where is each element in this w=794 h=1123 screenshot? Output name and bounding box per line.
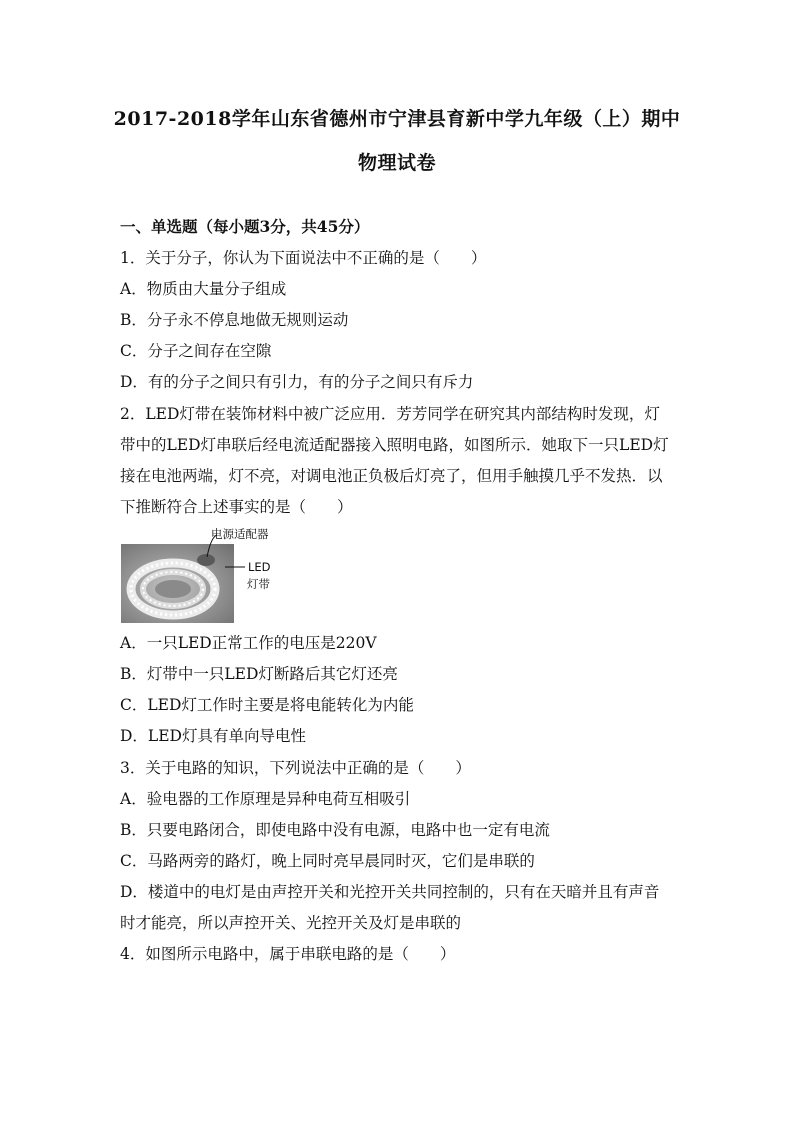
figure-callout-lines (121, 527, 281, 623)
question-3-option-c: C．马路两旁的路灯，晚上同时亮早晨同时灭，它们是串联的 (120, 852, 535, 870)
question-3-option-a: A．验电器的工作原理是异种电荷互相吸引 (120, 790, 411, 808)
question-1-option-d: D．有的分子之间只有引力，有的分子之间只有斥力 (120, 373, 474, 391)
question-1-option-b: B．分子永不停息地做无规则运动 (120, 311, 349, 329)
question-2-stem-line1: 2．LED灯带在装饰材料中被广泛应用．芳芳同学在研究其内部结构时发现，灯 (120, 405, 660, 423)
question-2-stem-line3: 接在电池两端，灯不亮，对调电池正负极后灯亮了，但用手触摸几乎不发热．以 (120, 467, 663, 485)
question-2-option-b: B．灯带中一只LED灯断路后其它灯还亮 (120, 665, 398, 683)
question-1-stem: 1．关于分子，你认为下面说法中不正确的是（ ） (120, 249, 487, 267)
question-2-stem-line2: 带中的LED灯串联后经电流适配器接入照明电路，如图所示．她取下一只LED灯 (120, 436, 669, 454)
question-1-option-c: C．分子之间存在空隙 (120, 342, 272, 360)
led-strip-figure (121, 527, 281, 623)
question-3-option-b: B．只要电路闭合，即使电路中没有电源，电路中也一定有电流 (120, 821, 550, 839)
exam-title-line1: 2017-2018学年山东省德州市宁津县育新中学九年级（上）期中 (113, 108, 681, 130)
question-2-option-c: C．LED灯工作时主要是将电能转化为内能 (120, 696, 414, 714)
question-2-option-a: A．一只LED正常工作的电压是220V (120, 634, 377, 652)
label-power-adapter: 电源适配器 (211, 527, 269, 541)
question-4-stem: 4．如图所示电路中，属于串联电路的是（ ） (120, 945, 456, 963)
exam-title-line2: 物理试卷 (357, 152, 436, 174)
label-light-strip: 灯带 (247, 577, 270, 591)
question-1-option-a: A．物质由大量分子组成 (120, 280, 287, 298)
question-2-stem-line4: 下推断符合上述事实的是（ ） (120, 498, 353, 516)
question-3-stem: 3．关于电路的知识，下列说法中正确的是（ ） (120, 759, 471, 777)
label-led: LED (248, 560, 271, 574)
question-2-option-d: D．LED灯具有单向导电性 (120, 727, 306, 745)
question-3-option-d: D．楼道中的电灯是由声控开关和光控开关共同控制的，只有在天暗并且有声音 (120, 883, 660, 901)
question-3-option-d-cont: 时才能亮，所以声控开关、光控开关及灯是串联的 (120, 914, 462, 932)
section-heading: 一、单选题（每小题3分，共45分） (120, 217, 370, 236)
